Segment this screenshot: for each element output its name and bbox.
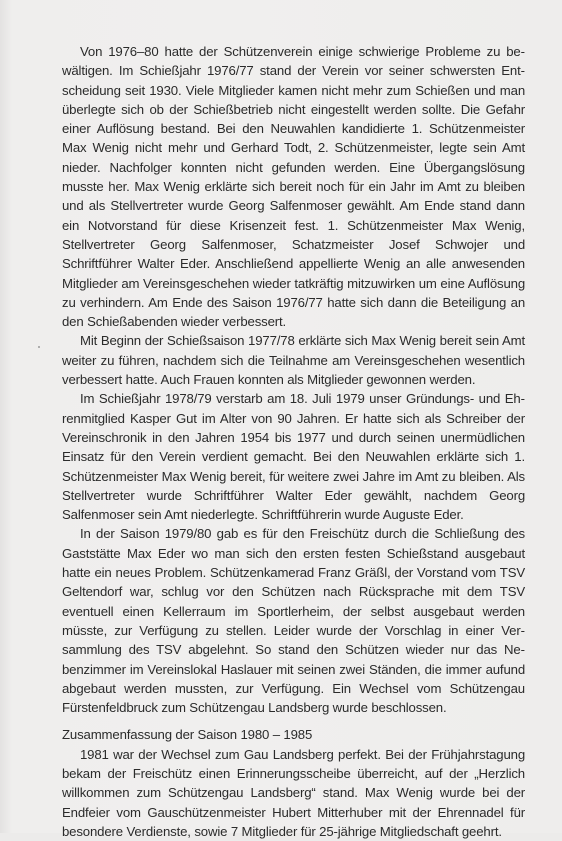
paragraph-1976-80: Von 1976–80 hatte der Schützenverein einige schwierige Probleme zu bewältigen. Im Schießjahr 1976/77 stand der Verein vor seiner schwersten Entscheidung seit 1930. Viele Mitglieder kamen nicht mehr zum Schießen und man überlegte sich ob der Schießbetrieb nicht eingestellt werden sollte. Die Gefahr einer Auflösung bestand. Bei den Neuwahlen kandidierte 1. Schützenmeister Max Wenig nicht mehr und Gerhard Todt, 2. Schützenmeister, legte sein Amt nieder. Nachfolger konnten nicht gefunden werden. Eine Übergangslösung musste her. Max Wenig erklärte sich bereit noch für ein Jahr im Amt zu bleiben und als Stellvertreter wurde Georg Salfenmoser gewählt. Am Ende stand dann ein Notvorstand für diese Krisenzeit fest. 1. Schützenmeister Max Wenig, Stellvertreter Georg Salfenmoser, Schatzmeister Josef Schwojer und Schriftführer Walter Eder. Anschließend appellierte Wenig an alle anwesenden Mitglieder am Vereinsgeschehen wieder tatkräftig mitzuwirken um eine Auflösung zu verhindern. Am Ende des Saison 1976/77 hatte sich dann die Beteiligung an den Schießabenden wieder verbessert. [62,44,525,330]
chronicle-text [62,42,525,841]
scan-speck [38,346,40,348]
section-heading: Zusammenfassung der Saison 1980 – 1985 [62,727,313,743]
paragraph-1977-78: Mit Beginn der Schießsaison 1977/78 erklärte sich Max Wenig bereit sein Amt weiter zu führen, nachdem sich die Teilnahme am Vereinsgeschehen wesentlich verbessert hatte. Auch Frauen konnten als Mitglieder gewonnen werden. [62,333,525,388]
paragraph-1978-79: Im Schießjahr 1978/79 verstarb am 18. Juli 1979 unser Gründungs- und Ehrenmitglied Kasper Gut im Alter von 90 Jahren. Er hatte sich als Schreiber der Vereinschronik in den Jahren 1954 bis 1977 und durch seinen unermüdlichen Einsatz für den Verein verdient gemacht. Bei den Neuwahlen erklärte sich 1. Schützenmeister Max Wenig bereit, für weitere zwei Jahre im Amt zu bleiben. Als Stellvertreter wurde Schriftführer Walter Eder gewählt, nachdem Georg Salfenmoser sein Amt niederlegte. Schriftführerin wurde Auguste Eder. [62,391,525,523]
paragraph-1981: 1981 war der Wechsel zum Gau Landsberg perfekt. Bei der Frühjahrstagung bekam der Freischütz einen Erinnerungsscheibe überreicht, auf der „Herzlich willkommen zum Schützengau Landsberg“ stand. Max Wenig wurde bei der Endfeier vom Gauschützenmeister Hubert Mitterhuber mit der Ehrennadel für besondere Verdienste, sowie 7 Mitglieder für 25-jährige Mitgliedschaft geehrt. [62,746,525,839]
paragraph-1979-80: In der Saison 1979/80 gab es für den Freischütz durch die Schließung des Gaststätte Max Eder wo man sich den ersten festen Schießstand ausgebaut hatte ein neues Problem. Schützenkamerad Franz Gräßl, der Vorstand vom TSV Geltendorf war, schlug vor den Schützen nach Rücksprache mit dem TSV eventuell einen Kellerraum im Sportlerheim, der selbst ausgebaut werden müsste, zur Verfügung zu stellen. Leider wurde der Vorschlag in einer Versammlung des TSV abgelehnt. So stand den Schützen wieder nur das Nebenzimmer im Vereinslokal Haslauer mit seinen zwei Ständen, die immer aufund abgebaut werden mussten, zur Verfügung. Ein Wechsel vom Schützengau Fürstenfeldbruck zum Schützengau Landsberg wurde beschlossen. [62,526,525,716]
